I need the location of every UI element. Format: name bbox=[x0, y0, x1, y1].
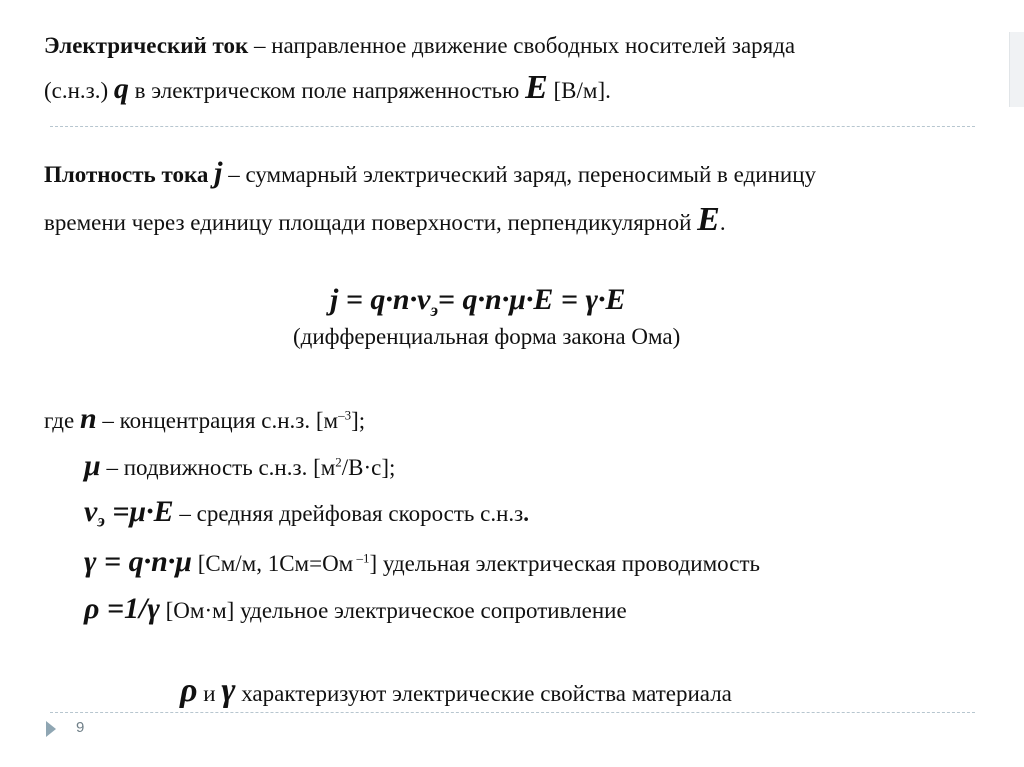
v-symbol: v bbox=[84, 495, 98, 528]
text: /В·с]; bbox=[341, 455, 396, 480]
current-term: Электрический ток bbox=[44, 33, 249, 58]
E-symbol: E bbox=[697, 201, 720, 238]
gamma-formula: γ = q·n·μ bbox=[84, 545, 192, 578]
formula-part: j = q·n·v bbox=[330, 283, 431, 316]
legend-n bbox=[44, 404, 365, 436]
divider-bottom bbox=[50, 712, 975, 713]
legend-resistivity bbox=[84, 594, 627, 626]
page-number: 9 bbox=[76, 719, 85, 736]
divider-top bbox=[50, 126, 975, 127]
rho-formula: ρ =1/γ bbox=[84, 592, 160, 625]
exponent: 2 bbox=[335, 454, 342, 470]
text: ] удельная электрическая проводимость bbox=[369, 551, 760, 576]
text: – суммарный электрический заряд, переносимый в единицу bbox=[222, 162, 817, 187]
E-symbol: E bbox=[525, 69, 548, 106]
exponent: –3 bbox=[338, 407, 352, 423]
exponent: –1 bbox=[353, 550, 370, 566]
scrollbar[interactable] bbox=[1009, 32, 1024, 107]
legend-conductivity bbox=[84, 547, 760, 579]
legend-drift-velocity bbox=[84, 497, 529, 529]
n-symbol: n bbox=[79, 402, 97, 435]
gamma-symbol: γ bbox=[221, 672, 236, 709]
text: [Ом·м] удельное электрическое сопротивление bbox=[159, 598, 627, 623]
formula-subscript: э bbox=[430, 300, 438, 320]
text: и bbox=[197, 681, 222, 706]
legend-mu bbox=[84, 451, 395, 483]
text: [В/м]. bbox=[547, 78, 611, 103]
text: – концентрация с.н.з. [м bbox=[96, 408, 339, 433]
text: (с.н.з.) bbox=[44, 78, 114, 103]
density-definition-line-1 bbox=[44, 158, 816, 190]
text: характеризуют электрические свойства материала bbox=[235, 681, 732, 706]
text: – подвижность с.н.з. [м bbox=[100, 455, 336, 480]
next-slide-arrow-icon[interactable] bbox=[46, 721, 56, 737]
j-symbol: j bbox=[214, 156, 223, 189]
conclusion bbox=[180, 672, 732, 709]
formula-part: = q·n·μ·E = γ·E bbox=[437, 283, 626, 316]
subscript: э bbox=[97, 510, 105, 531]
current-definition-line-1 bbox=[44, 31, 795, 61]
density-term: Плотность тока bbox=[44, 162, 215, 187]
text: . bbox=[523, 501, 529, 526]
formula: =μ·E bbox=[104, 495, 174, 528]
text: ]; bbox=[351, 408, 366, 433]
text: – средняя дрейфовая скорость с.н.з bbox=[173, 501, 524, 526]
text: времени через единицу площади поверхности, перпендикулярной bbox=[44, 210, 698, 235]
current-definition-text: – направленное движение свободных носителей заряда bbox=[248, 33, 796, 58]
current-definition-line-2 bbox=[44, 69, 611, 106]
ohm-law-formula bbox=[330, 283, 626, 320]
text: [См/м, 1См=Ом bbox=[191, 551, 354, 576]
q-symbol: q bbox=[113, 72, 129, 105]
text: где bbox=[44, 408, 80, 433]
mu-symbol: μ bbox=[84, 449, 101, 482]
density-definition-line-2 bbox=[44, 201, 726, 238]
formula-caption: (дифференциальная форма закона Ома) bbox=[293, 324, 681, 349]
text: . bbox=[719, 210, 726, 235]
text: в электрическом поле напряженностью bbox=[128, 78, 526, 103]
rho-symbol: ρ bbox=[180, 672, 198, 709]
